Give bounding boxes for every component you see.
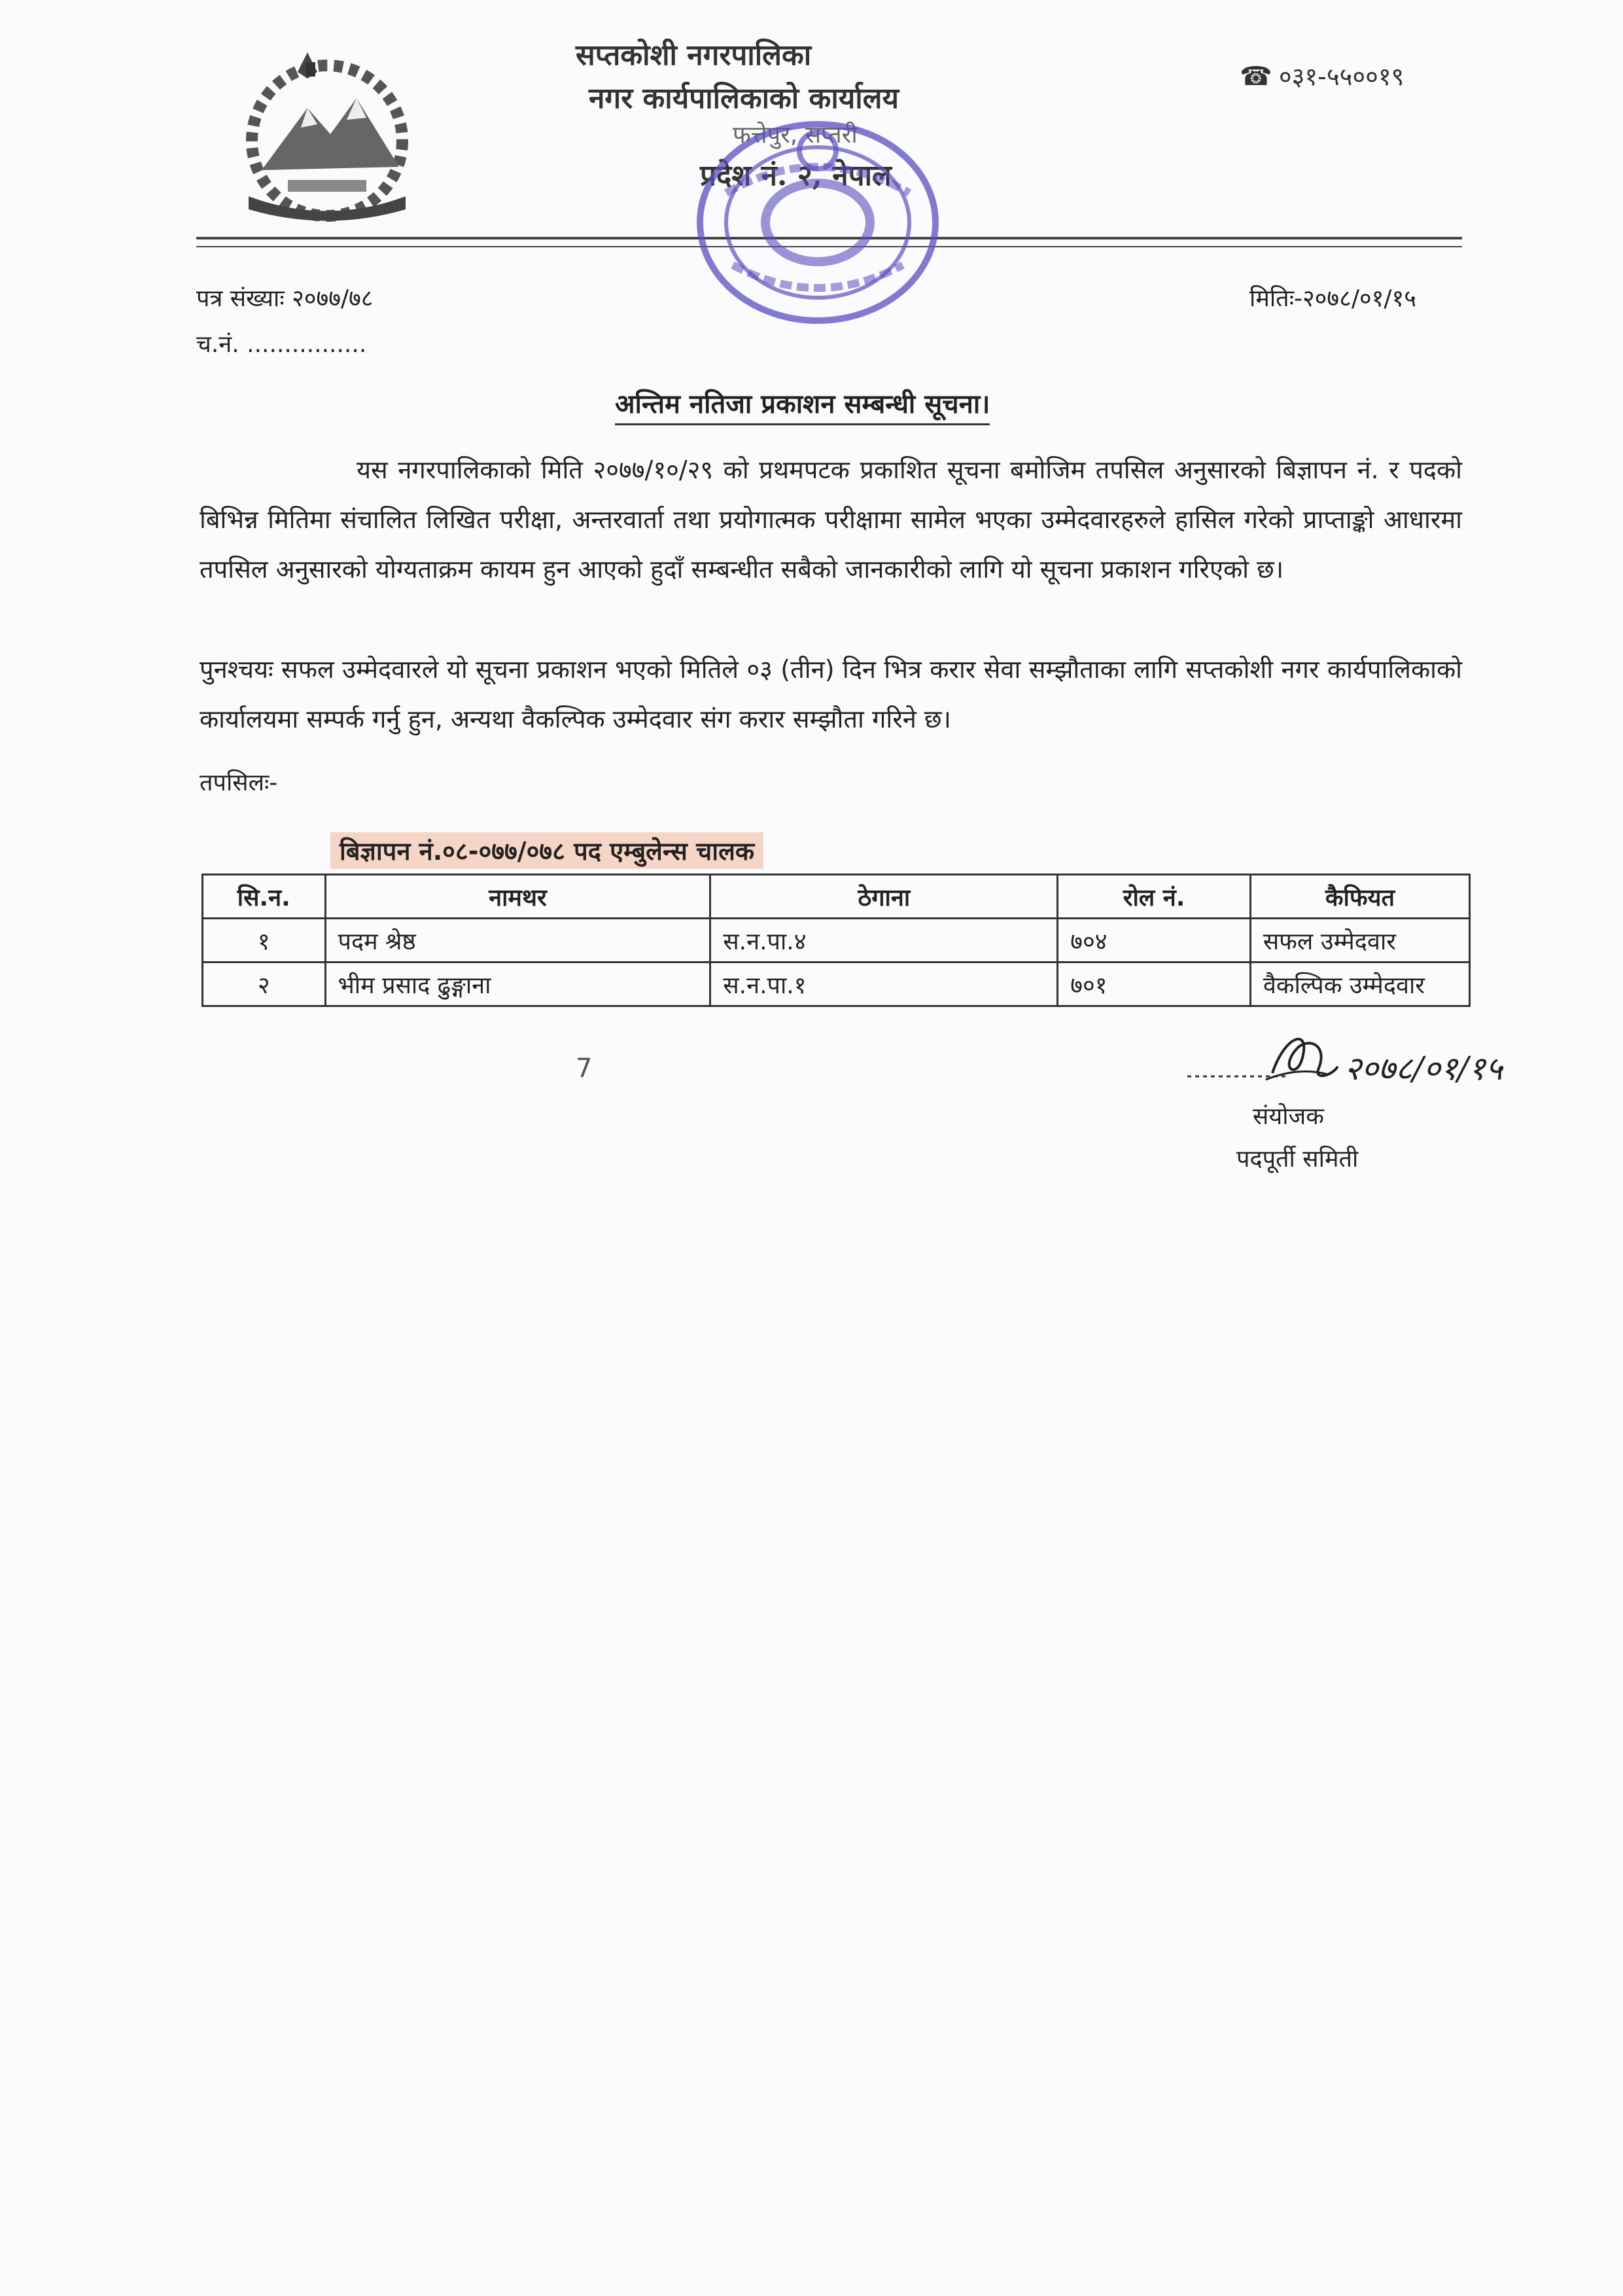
cell-name: पदम श्रेष्ठ: [325, 919, 710, 963]
header-name: नामथर: [325, 875, 710, 919]
letter-date: मितिः-२०७८/०१/१५: [1249, 285, 1416, 312]
advertisement-heading: बिज्ञापन नं.०८-०७७/०७८ पद एम्बुलेन्स चालक: [330, 832, 763, 869]
district-name: फत्तेपुर, सप्तरी: [733, 122, 858, 149]
nepal-emblem-icon: [209, 36, 445, 226]
cell-name: भीम प्रसाद ढुङ्गाना: [325, 963, 710, 1006]
cell-serial: १: [203, 919, 326, 963]
notice-paragraph-2: पुनश्चयः सफल उम्मेदवारले यो सूचना प्रकाशन भएको मितिले ०३ (तीन) दिन भित्र करार सेवा सम्झौताका लागि सप्तकोशी नगर कार्यपालिकाको कार्यालयमा सम्पर्क गर्नु हुन, अन्यथा वैकल्पिक उम्मेदवार संग करार सम्झौता गरिने छ।: [200, 655, 1462, 733]
table-row: [203, 919, 1470, 963]
province-name: प्रदेश नं. २, नेपाल: [700, 159, 892, 192]
details-label: तपसिलः-: [200, 769, 278, 796]
dispatch-number: च.नं. ................: [196, 331, 367, 358]
cell-roll-no: ७०१: [1058, 963, 1251, 1006]
cell-remarks: वैकल्पिक उम्मेदवार: [1250, 963, 1469, 1006]
notice-paragraph-1: यस नगरपालिकाको मिति २०७७/१०/२९ को प्रथमपटक प्रकाशित सूचना बमोजिम तपसिल अनुसारको बिज्ञापन नं. र पदको बिभिन्न मितिमा संचालित लिखित परीक्षा, अन्तरवार्ता तथा प्रयोगात्मक परीक्षामा सामेल भएका उम्मेदवारहरुले हासिल गरेको प्राप्ताङ्को आधारमा तपसिल अनुसारको योग्यताक्रम कायम हुन आएको हुदाँ सम्बन्धीत सबैको जानकारीको लागि यो सूचना प्रकाशन गरिएको छ।: [200, 455, 1462, 584]
results-table: [201, 874, 1471, 1007]
handwritten-date: २०७८/०१/१५: [1344, 1050, 1503, 1087]
header-roll-no: रोल नं.: [1058, 875, 1251, 919]
office-name: नगर कार्यपालिकाको कार्यालय: [589, 82, 899, 115]
phone-icon: ☎: [1240, 62, 1272, 92]
header-serial: सि.न.: [203, 875, 326, 919]
stray-mark: 7: [576, 1053, 593, 1084]
cell-remarks: सफल उम्मेदवार: [1250, 919, 1469, 963]
header-address: ठेगाना: [710, 875, 1058, 919]
phone-text: ०३१-५५००१९: [1278, 62, 1405, 91]
notice-title: अन्तिम नतिजा प्रकाशन सम्बन्धी सूचना।: [615, 385, 990, 425]
table-row: [203, 963, 1470, 1006]
municipality-name: सप्तकोशी नगरपालिका: [576, 39, 812, 72]
signatory-role: संयोजक: [1253, 1103, 1324, 1130]
official-seal-icon: [687, 115, 949, 330]
handwritten-signature-icon: [1187, 1021, 1541, 1106]
table-header-row: [203, 875, 1470, 919]
cell-roll-no: ७०४: [1058, 919, 1251, 963]
cell-serial: २: [203, 963, 326, 1006]
header-remarks: कैफियत: [1250, 875, 1469, 919]
cell-address: स.न.पा.४: [710, 919, 1058, 963]
phone-number: [1240, 59, 1404, 93]
signatory-committee: पदपूर्ती समिती: [1236, 1146, 1359, 1173]
cell-address: स.न.पा.१: [710, 963, 1058, 1006]
reference-number: पत्र संख्याः २०७७/७८: [196, 285, 374, 312]
